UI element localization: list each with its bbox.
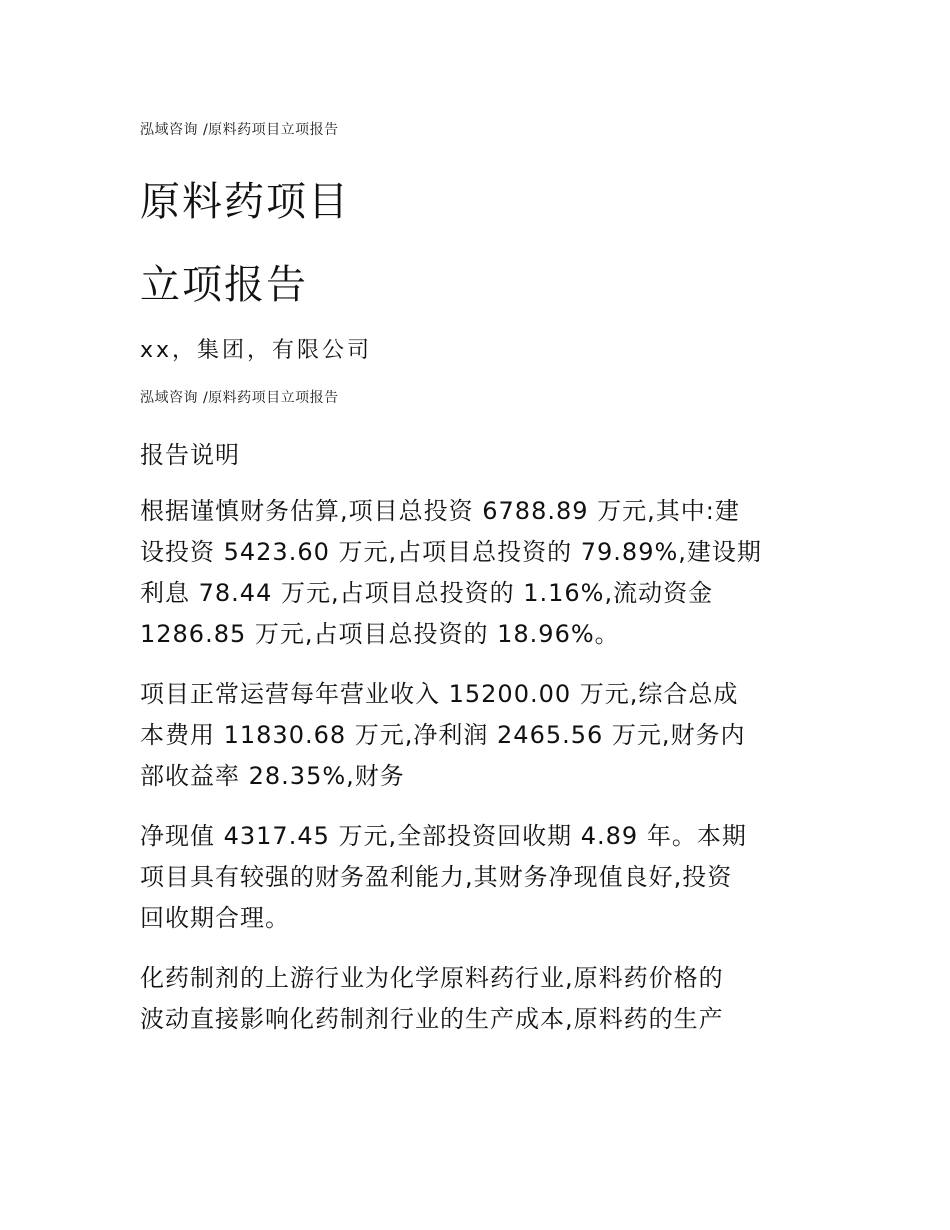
document-title-line-2: 立项报告 [140,262,308,308]
paragraph-line: 1286.85 万元,占项目总投资的 18.96%。 [140,620,620,648]
paragraph-upstream [140,958,820,1040]
paragraph-line: 部收益率 28.35%,财务 [140,762,405,790]
paragraph-line: 项目具有较强的财务盈利能力,其财务净现值良好,投资 [140,863,733,891]
paragraph-line: 设投资 5423.60 万元,占项目总投资的 79.89%,建设期 [140,538,762,566]
paragraph-line: 回收期合理。 [140,904,290,932]
paragraph-npv [140,816,820,939]
paragraph-line: 利息 78.44 万元,占项目总投资的 1.16%,流动资金 [140,579,714,607]
paragraph-revenue [140,674,820,797]
paragraph-investment [140,491,820,655]
paragraph-line: 净现值 4317.45 万元,全部投资回收期 4.89 年。本期 [140,822,747,850]
company-name: xx，集团，有限公司 [140,338,373,363]
running-head: 泓域咨询 /原料药项目立项报告 [140,122,339,138]
document-title-line-1: 原料药项目 [140,179,350,225]
section-heading: 报告说明 [140,441,240,469]
paragraph-line: 化药制剂的上游行业为化学原料药行业,原料药价格的 [140,964,724,992]
paragraph-line: 项目正常运营每年营业收入 15200.00 万元,综合总成 [140,680,739,708]
paragraph-line: 本费用 11830.68 万元,净利润 2465.56 万元,财务内 [140,721,746,749]
paragraph-line: 根据谨慎财务估算,项目总投资 6788.89 万元,其中:建 [140,497,740,525]
running-head: 泓域咨询 /原料药项目立项报告 [140,390,339,406]
paragraph-line: 波动直接影响化药制剂行业的生产成本,原料药的生产 [140,1005,724,1033]
